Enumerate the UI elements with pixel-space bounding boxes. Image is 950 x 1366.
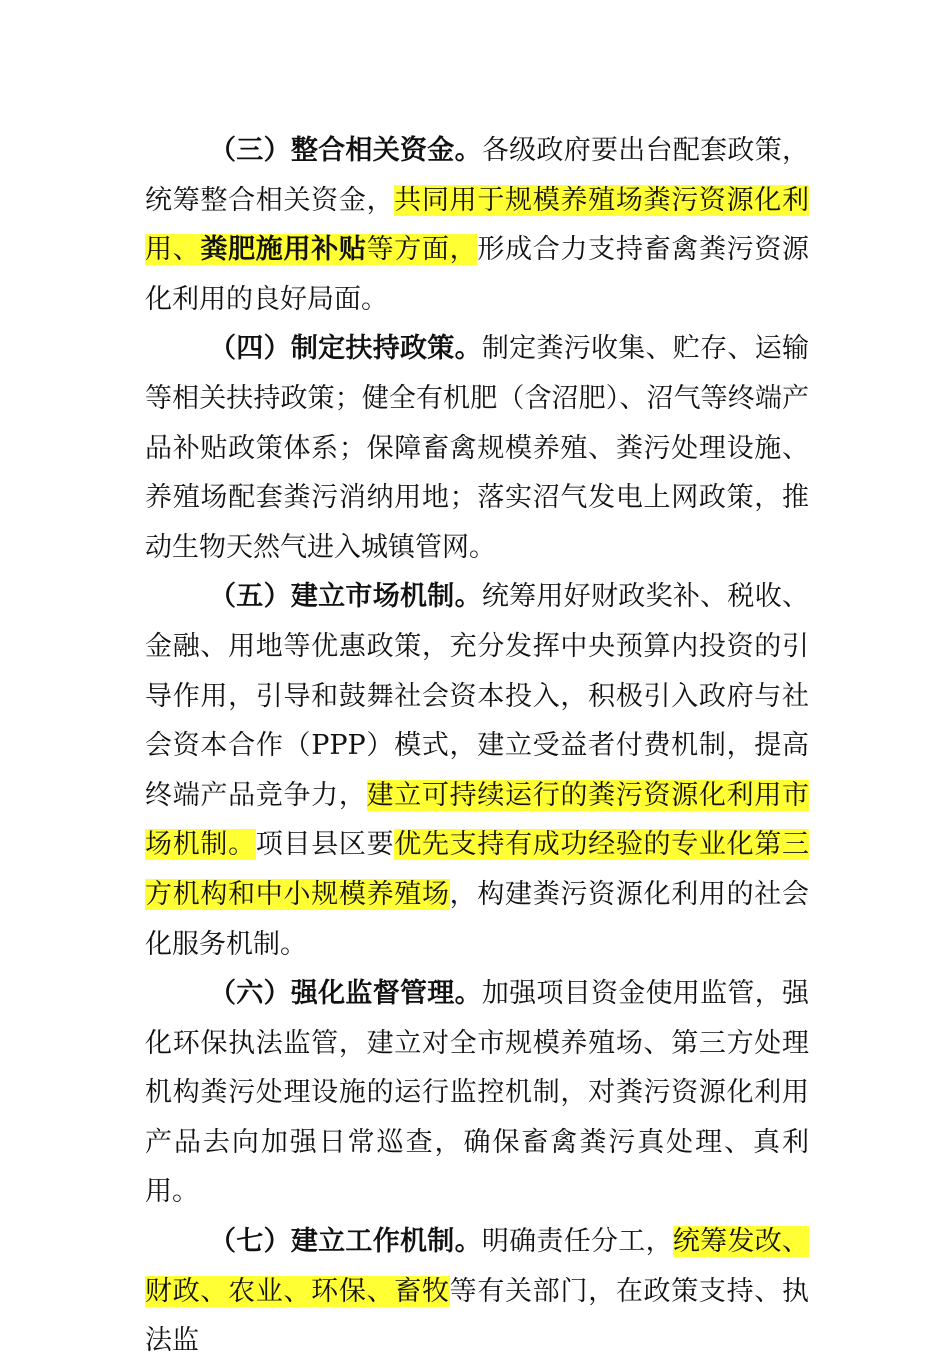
document-body xyxy=(145,126,809,1366)
highlighted-bold-text: 粪肥施用补贴 xyxy=(200,234,367,266)
paragraph-heading: （六）强化监督管理。 xyxy=(209,978,482,1010)
paragraph-6 xyxy=(145,969,809,1217)
text-segment: 等有关部门，在政策支持、执法监 xyxy=(145,1275,810,1357)
highlighted-text: 统筹发改、财政、农业、环保、畜牧 xyxy=(145,1226,810,1307)
paragraph-3 xyxy=(145,126,809,324)
text-segment: 加强项目资金使用监管，强化环保执法监管，建立对全市规模养殖场、第三方处理机构粪污处理设施的运行监控机制，对粪污资源化利用产品去向加强日常巡查，确保畜禽粪污真处理、真利用。 xyxy=(145,978,810,1208)
paragraph-5 xyxy=(145,572,809,969)
text-segment: 项目县区要 xyxy=(255,829,395,861)
highlighted-text: 共同用于规模养殖场粪污资源化利用、 xyxy=(145,184,810,266)
text-segment: 制定粪污收集、贮存、运输等相关扶持政策；健全有机肥（含沼肥）、沼气等终端产品补贴政策体系；保障畜禽规模养殖、粪污处理设施、养殖场配套粪污消纳用地；落实沼气发电上网政策，推动生物天然气进入城镇管网。 xyxy=(145,333,810,563)
text-segment: 统筹用好财政奖补、税收、金融、用地等优惠政策，充分发挥中央预算内投资的引导作用，引导和鼓舞社会资本投入，积极引入政府与社会资本合作（PPP）模式，建立受益者付费机制，提高终端产品竞争力， xyxy=(145,581,810,811)
paragraph-heading: （五）建立市场机制。 xyxy=(209,581,482,613)
paragraph-4 xyxy=(145,324,809,572)
highlighted-text: 等方面， xyxy=(366,234,478,266)
paragraph-heading: （三）整合相关资金。 xyxy=(209,135,482,166)
text-segment: ，构建粪污资源化利用的社会化服务机制。 xyxy=(145,878,810,960)
highlighted-text: 优先支持有成功经验的专业化第三方机构和中小规模养殖场 xyxy=(145,829,810,910)
text-segment: 明确责任分工， xyxy=(481,1226,673,1258)
paragraph-heading: （四）制定扶持政策。 xyxy=(209,333,482,365)
text-segment: 各级政府要出台配套政策，统筹整合相关资金， xyxy=(145,135,810,216)
text-segment: 形成合力支持畜禽粪污资源化利用的良好局面。 xyxy=(145,234,810,315)
paragraph-heading: （七）建立工作机制。 xyxy=(209,1226,482,1258)
highlighted-text: 建立可持续运行的粪污资源化利用市场机制。 xyxy=(145,779,810,861)
